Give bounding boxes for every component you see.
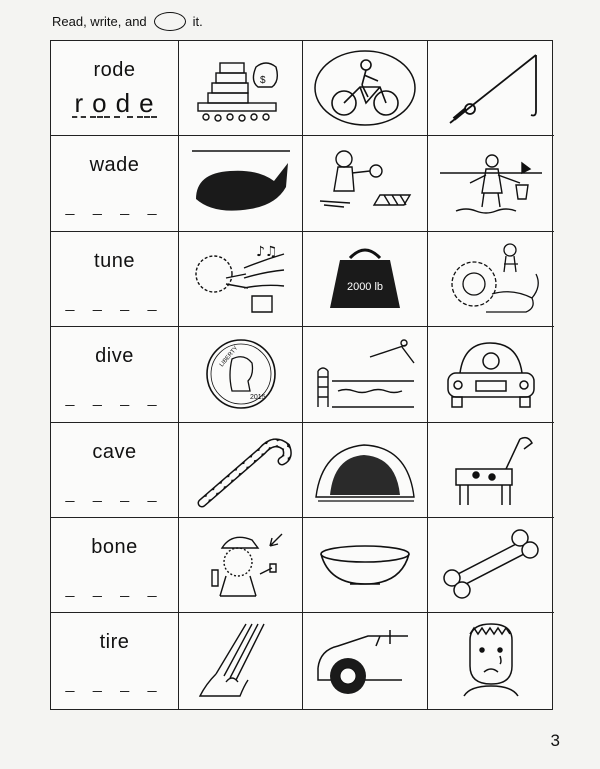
word-label: bone <box>91 536 138 558</box>
cave-icon <box>310 429 420 511</box>
instruction-text-before: Read, write, and <box>52 14 147 29</box>
write-blanks[interactable]: _ _ _ _ <box>65 390 164 408</box>
tree-trunk-icon <box>186 620 296 702</box>
traced-letter: e <box>139 88 155 118</box>
picture-cell[interactable] <box>428 327 554 422</box>
worksheet-row <box>51 613 552 708</box>
child-washing-icon <box>310 143 420 225</box>
dime-coin-icon <box>186 333 296 415</box>
picture-cell[interactable] <box>428 232 554 327</box>
word-cell <box>51 613 179 708</box>
picture-cell[interactable] <box>179 327 303 422</box>
bone-icon <box>436 524 546 606</box>
svg-text:♪♫: ♪♫ <box>255 243 277 260</box>
giraffe-icon <box>436 429 546 511</box>
bicycle-rider-icon <box>310 47 420 129</box>
worksheet-row <box>51 327 552 422</box>
picture-cell[interactable] <box>303 41 428 136</box>
picture-cell[interactable] <box>428 41 554 136</box>
word-label: dive <box>95 345 134 368</box>
write-blanks[interactable]: _ _ _ _ <box>65 676 164 694</box>
worksheet-row <box>51 232 552 327</box>
instruction-text-after: it. <box>192 14 203 29</box>
picture-cell[interactable] <box>179 518 303 613</box>
circle-oval-icon <box>154 12 186 31</box>
picture-cell[interactable] <box>303 232 428 327</box>
bowl-icon <box>310 524 420 606</box>
traced-letter: d <box>115 88 132 118</box>
weight-label: 2000 lb <box>346 280 384 293</box>
picture-cell[interactable] <box>179 136 303 231</box>
traced-letter: o <box>92 88 108 118</box>
child-wading-icon <box>436 143 546 225</box>
traced-letter: r <box>74 88 85 118</box>
car-tire-icon <box>310 620 420 702</box>
picture-cell[interactable] <box>179 41 303 136</box>
picture-cell[interactable] <box>303 136 428 231</box>
word-label: tire <box>99 631 130 654</box>
fishing-rod-icon <box>436 47 546 129</box>
crying-boy-icon <box>436 620 546 702</box>
instruction-line <box>52 12 203 31</box>
singer-notes-icon <box>186 238 296 320</box>
picture-cell[interactable] <box>428 613 554 708</box>
word-label: rode <box>93 59 136 81</box>
worksheet-row <box>51 423 552 518</box>
traced-word <box>72 90 156 118</box>
pool-diver-icon <box>310 333 420 415</box>
write-blanks[interactable]: _ _ _ _ <box>65 485 164 503</box>
picture-cell[interactable] <box>303 423 428 518</box>
word-cell <box>51 232 179 327</box>
picture-cell[interactable] <box>303 613 428 708</box>
coin-word: LIBERTY <box>218 345 240 369</box>
page-number: 3 <box>550 731 560 750</box>
worksheet-row <box>51 136 552 231</box>
word-label: wade <box>89 154 140 177</box>
worksheet-grid <box>50 40 553 710</box>
word-label: tune <box>94 249 135 272</box>
picture-cell[interactable] <box>303 518 428 613</box>
svg-text:$: $ <box>259 75 266 87</box>
word-label: cave <box>92 440 137 463</box>
word-cell <box>51 423 179 518</box>
coin-year: 2015 <box>249 394 266 402</box>
lion-icon <box>436 238 546 320</box>
picture-cell[interactable] <box>428 423 554 518</box>
write-blanks[interactable]: _ _ _ _ <box>65 199 164 217</box>
boy-tools-icon <box>186 524 296 606</box>
weight-2000lb-icon <box>310 238 420 320</box>
word-cell <box>51 327 179 422</box>
write-blanks[interactable]: _ _ _ _ <box>65 294 164 312</box>
worksheet-row <box>51 41 552 136</box>
car-driver-icon <box>436 333 546 415</box>
candy-cane-icon <box>186 429 296 511</box>
word-cell <box>51 41 179 136</box>
picture-cell[interactable] <box>303 327 428 422</box>
picture-cell[interactable] <box>179 423 303 518</box>
worksheet-row <box>51 518 552 613</box>
word-cell <box>51 518 179 613</box>
write-blanks[interactable]: _ _ _ _ <box>65 581 164 598</box>
word-cell <box>51 136 179 231</box>
picture-cell[interactable] <box>179 613 303 708</box>
whale-icon <box>186 143 296 225</box>
picture-cell[interactable] <box>428 518 554 613</box>
picture-cell[interactable] <box>179 232 303 327</box>
gold-bars-icon <box>186 47 296 129</box>
picture-cell[interactable] <box>428 136 554 231</box>
